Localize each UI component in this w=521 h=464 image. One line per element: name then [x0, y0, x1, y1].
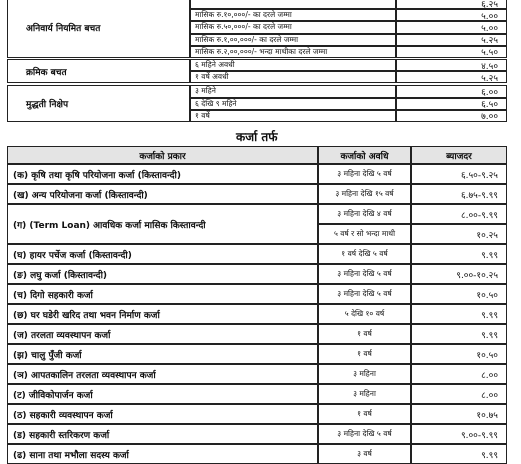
- loan-row-period: ३ महिना देखि ५ वर्ष: [318, 424, 411, 444]
- savings-row-rate: ६.२५: [396, 0, 507, 9]
- loan-row-period: ५ देखि १० वर्ष: [318, 304, 411, 324]
- loan-row-period: ३ महिना देखि ५ वर्ष: [318, 284, 411, 304]
- loan-row-rate: ९.००-१०.२५: [411, 264, 507, 284]
- savings-row-rate: ५.००: [396, 9, 507, 21]
- savings-row-rate: ४.५०: [396, 59, 507, 71]
- loan-row-rate: ८.००: [411, 384, 507, 404]
- savings-group-label: मुद्धती निक्षेप: [7, 85, 190, 122]
- savings-row-rate: ६.००: [396, 85, 507, 97]
- loan-row-period: ५ वर्ष र सो भन्दा माथी: [318, 224, 411, 244]
- loan-row-type: (ढ) साना तथा मभौला सदस्य कर्जा: [7, 444, 318, 464]
- savings-row-desc: ६ महिने अवधी: [190, 59, 396, 71]
- loan-header-type: कर्जाको प्रकार: [7, 146, 318, 164]
- loan-row-type: (ज) तरलता व्यवस्थापन कर्जा: [7, 324, 318, 344]
- savings-row-desc: मासिक रु.२,००,०००/- भन्दा माथीका दरले जम्मा: [190, 46, 396, 58]
- savings-row-desc: १ वर्षे: [190, 110, 396, 122]
- loan-row-period: ३ महिना: [318, 364, 411, 384]
- loan-row-period: १ वर्ष: [318, 344, 411, 364]
- loan-row-rate: १०.५०: [411, 284, 507, 304]
- savings-group-label: अनिवार्य नियमित बचत: [7, 0, 190, 58]
- loan-row-type: (झ) चालु पुँजी कर्जा: [7, 344, 318, 364]
- loan-row-rate: ९.९९: [411, 444, 507, 464]
- savings-row-rate: ५.००: [396, 21, 507, 33]
- loan-row-type: (ग) (Term Loan) आवधिक कर्जा मासिक किस्तावन्दी: [7, 204, 318, 244]
- savings-row-desc: ३ महिने: [190, 85, 396, 97]
- loan-row-rate: ८.००: [411, 364, 507, 384]
- savings-row-rate: ५.५०: [396, 46, 507, 58]
- loan-row-type: (ड) सहकारी स्तरिकरण कर्जा: [7, 424, 318, 444]
- loan-header-rate: ब्याजदर: [411, 146, 507, 164]
- loan-row-rate: १०.२५: [411, 224, 507, 244]
- savings-row-desc: ६ देखि ९ महिने: [190, 98, 396, 110]
- loan-row-rate: ९.९९: [411, 324, 507, 344]
- loan-row-period: ३ महिना: [318, 384, 411, 404]
- loan-row-type: (ङ) लघु कर्जा (किस्तावन्दी): [7, 264, 318, 284]
- loan-row-period: ३ महिना देखि ५ वर्ष: [318, 264, 411, 284]
- savings-row-desc: मासिक रु.५०,०००/- का दरले जम्मा: [190, 21, 396, 33]
- loan-row-rate: १०.७५: [411, 404, 507, 424]
- loan-row-period: १ वर्ष: [318, 404, 411, 424]
- loan-row-rate: ९.९९: [411, 244, 507, 264]
- loan-row-type: (च) दिगो सहकारी कर्जा: [7, 284, 318, 304]
- loan-row-period: १ वर्ष देखि ५ वर्ष: [318, 244, 411, 264]
- savings-row-rate: ६.५०: [396, 98, 507, 110]
- loan-row-period: ३ महिना देखि १५ वर्ष: [318, 184, 411, 204]
- loan-row-rate: ९.९९: [411, 304, 507, 324]
- loan-header-period: कर्जाको अवधि: [318, 146, 411, 164]
- loan-section-title: कर्जा तर्फ: [236, 130, 278, 144]
- loan-row-period: ३ महिना देखि ५ वर्ष: [318, 164, 411, 184]
- loan-row-rate: ९.००-९.९९: [411, 424, 507, 444]
- loan-row-rate: ६.५०-९.२५: [411, 164, 507, 184]
- loan-row-type: (ख) अन्य परियोजना कर्जा (किस्तावन्दी): [7, 184, 318, 204]
- loan-row-type: (छ) घर घडेरी खरिद तथा भवन निर्माण कर्जा: [7, 304, 318, 324]
- loan-row-rate: ६.७५-९.९९: [411, 184, 507, 204]
- savings-row-rate: ५.२५: [396, 71, 507, 83]
- loan-row-period: १ वर्ष: [318, 324, 411, 344]
- loan-row-type: (घ) हायर पर्चेज कर्जा (किस्तावन्दी): [7, 244, 318, 264]
- loan-row-type: (ठ) सहकारी व्यवस्थापन कर्जा: [7, 404, 318, 424]
- savings-row-desc: १ वर्षे अवधी: [190, 71, 396, 83]
- loan-row-period: ३ वर्ष: [318, 444, 411, 464]
- loan-row-rate: ८.००-९.९९: [411, 204, 507, 224]
- savings-row-rate: ५.२५: [396, 34, 507, 46]
- savings-row-desc: [190, 0, 396, 9]
- loan-row-period: ३ महिना देखि ४ वर्ष: [318, 204, 411, 224]
- savings-row-rate: ७.००: [396, 110, 507, 122]
- loan-row-type: (ञ) आपतकालिन तरलता व्यवस्थापन कर्जा: [7, 364, 318, 384]
- savings-row-desc: मासिक रु.१०,०००/- का दरले जम्मा: [190, 9, 396, 21]
- loan-row-type: (ट) जीविकोपार्जन कर्जा: [7, 384, 318, 404]
- loan-row-rate: १०.५०: [411, 344, 507, 364]
- savings-group-label: क्रमिक बचत: [7, 59, 190, 83]
- savings-row-desc: मासिक रु.१,००,०००/- का दरले जम्मा: [190, 34, 396, 46]
- loan-row-type: (क) कृषि तथा कृषि परियोजना कर्जा (किस्तावन्दी): [7, 164, 318, 184]
